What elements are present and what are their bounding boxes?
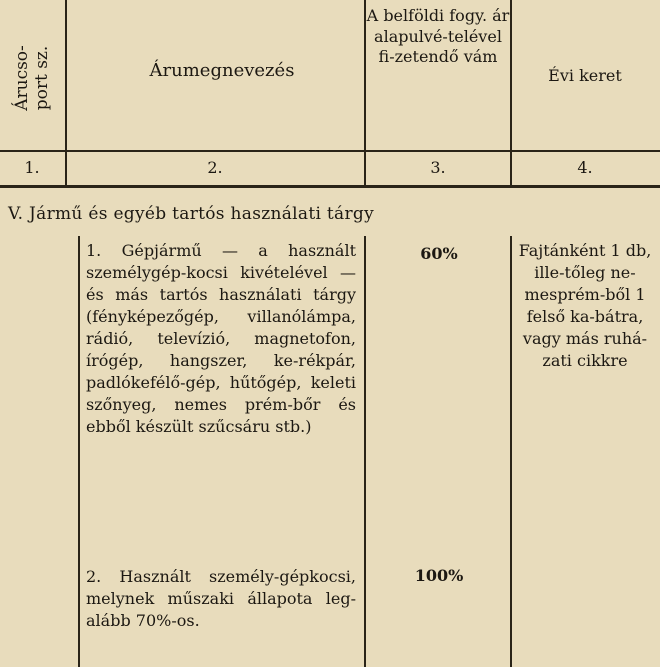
item-1-duty: 60% (420, 244, 458, 263)
header-col3: A belföldi fogy. ár alapulvé-telével fi-zetendő vám (366, 6, 510, 66)
header-bottom-rule (0, 185, 660, 188)
item-1-quota: Fajtánként 1 db, ille-tőleg ne-mesprém-ből 1 felső ka-bátra, vagy más ruhá-zati cikkre (518, 241, 652, 370)
item-1-description: 1. Gépjármű — a használt személygép-kocsi kivételével — és más tartós használati tárgy (fényképezőgép, villanólámpa, rádió, televízió, magnetofon, írógép, hangszer, ke-rékpár, padlókefélő-gép, hűtőgép, keleti szőnyeg, nemes prém-bőr és ebből készült szűcsáru stb.) (86, 241, 356, 436)
header-rule (0, 150, 660, 152)
col-divider-item (78, 236, 80, 667)
col-number-3: 3. (430, 158, 446, 177)
header-col1-text: Árucso- port sz. (12, 45, 52, 111)
header-col1 (2, 8, 62, 148)
header-col4: Évi keret (548, 66, 622, 85)
col-number-2: 2. (207, 158, 223, 177)
item-2-duty: 100% (414, 566, 464, 585)
header-col2: Árumegnevezés (149, 60, 295, 81)
col-number-4: 4. (577, 158, 593, 177)
col-number-1: 1. (24, 158, 40, 177)
item-2-description: 2. Használt személy-gépkocsi, melynek műszaki állapota leg-alább 70%-os. (86, 567, 356, 630)
section-title: V. Jármű és egyéb tartós használati tárgy (8, 204, 375, 224)
col-divider-3 (510, 236, 512, 667)
col-divider-2 (364, 236, 366, 667)
